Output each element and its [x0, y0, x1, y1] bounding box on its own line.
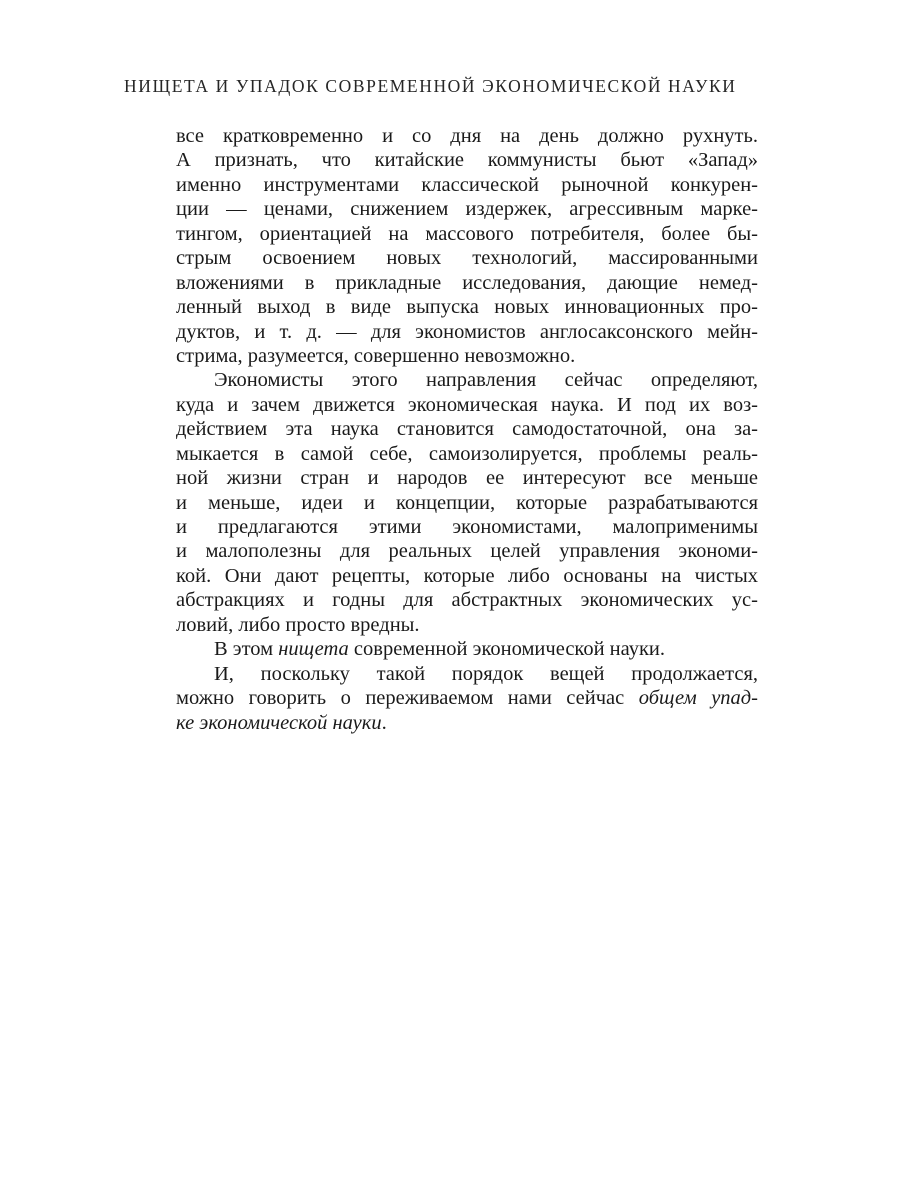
text-line: ции — ценами, снижением издержек, агрессивным марке-: [176, 198, 758, 221]
text-line: Экономисты этого направления сейчас определяют,: [214, 369, 758, 392]
text-line: куда и зачем движется экономическая наука. И под их воз-: [176, 393, 758, 416]
text-run: современной экономической науки.: [348, 638, 666, 661]
text-run: В этом: [214, 638, 279, 661]
text-line: и малополезны для реальных целей управления экономи-: [176, 540, 758, 563]
text-line: все кратковременно и со дня на день должно рухнуть.: [176, 125, 758, 147]
text-line: [176, 686, 758, 710]
text-line: [176, 637, 758, 661]
text-line: действием эта наука становится самодостаточной, она за-: [176, 418, 758, 441]
text-line: стрима, разумеется, совершенно невозможно.: [176, 344, 576, 367]
emphasis-text: ке экономической науки: [176, 711, 382, 734]
text-line: и меньше, идеи и концепции, которые разрабатываются: [176, 491, 758, 514]
text-line: и предлагаются этими экономистами, малоприменимы: [176, 516, 758, 538]
text-run: можно говорить о переживаемом нами сейчас: [176, 687, 639, 710]
body-text: [176, 124, 758, 735]
text-line: кой. Они дают рецепты, которые либо основаны на чистых: [176, 564, 758, 587]
emphasis-text: нищета: [278, 638, 349, 661]
text-line: дуктов, и т. д. — для экономистов англосаксонского мейн-: [176, 320, 758, 343]
text-line: ловий, либо просто вредны.: [176, 613, 420, 636]
text-line: вложениями в прикладные исследования, дающие немед-: [176, 271, 758, 294]
text-run: .: [381, 711, 387, 734]
text-line: ной жизни стран и народов ее интересуют все меньше: [176, 467, 758, 490]
text-line: А признать, что китайские коммунисты бьют «Запад»: [176, 149, 758, 172]
text-line: ленный выход в виде выпуска новых инновационных про-: [176, 296, 758, 319]
text-line: абстракциях и годны для абстрактных экономических ус-: [176, 589, 758, 612]
running-head: НИЩЕТА И УПАДОК СОВРЕМЕННОЙ ЭКОНОМИЧЕСКОЙ НАУКИ: [124, 76, 737, 96]
text-line: мыкается в самой себе, самоизолируется, проблемы реаль-: [176, 442, 758, 465]
text-line: стрым освоением новых технологий, массированными: [176, 247, 758, 270]
text-line: тингом, ориентацией на массового потребителя, более бы-: [176, 222, 758, 245]
emphasis-text: общем упад-: [638, 687, 758, 710]
text-line: именно инструментами классической рыночной конкурен-: [176, 173, 758, 196]
text-line: И, поскольку такой порядок вещей продолжается,: [214, 662, 758, 685]
text-line: [176, 711, 758, 735]
